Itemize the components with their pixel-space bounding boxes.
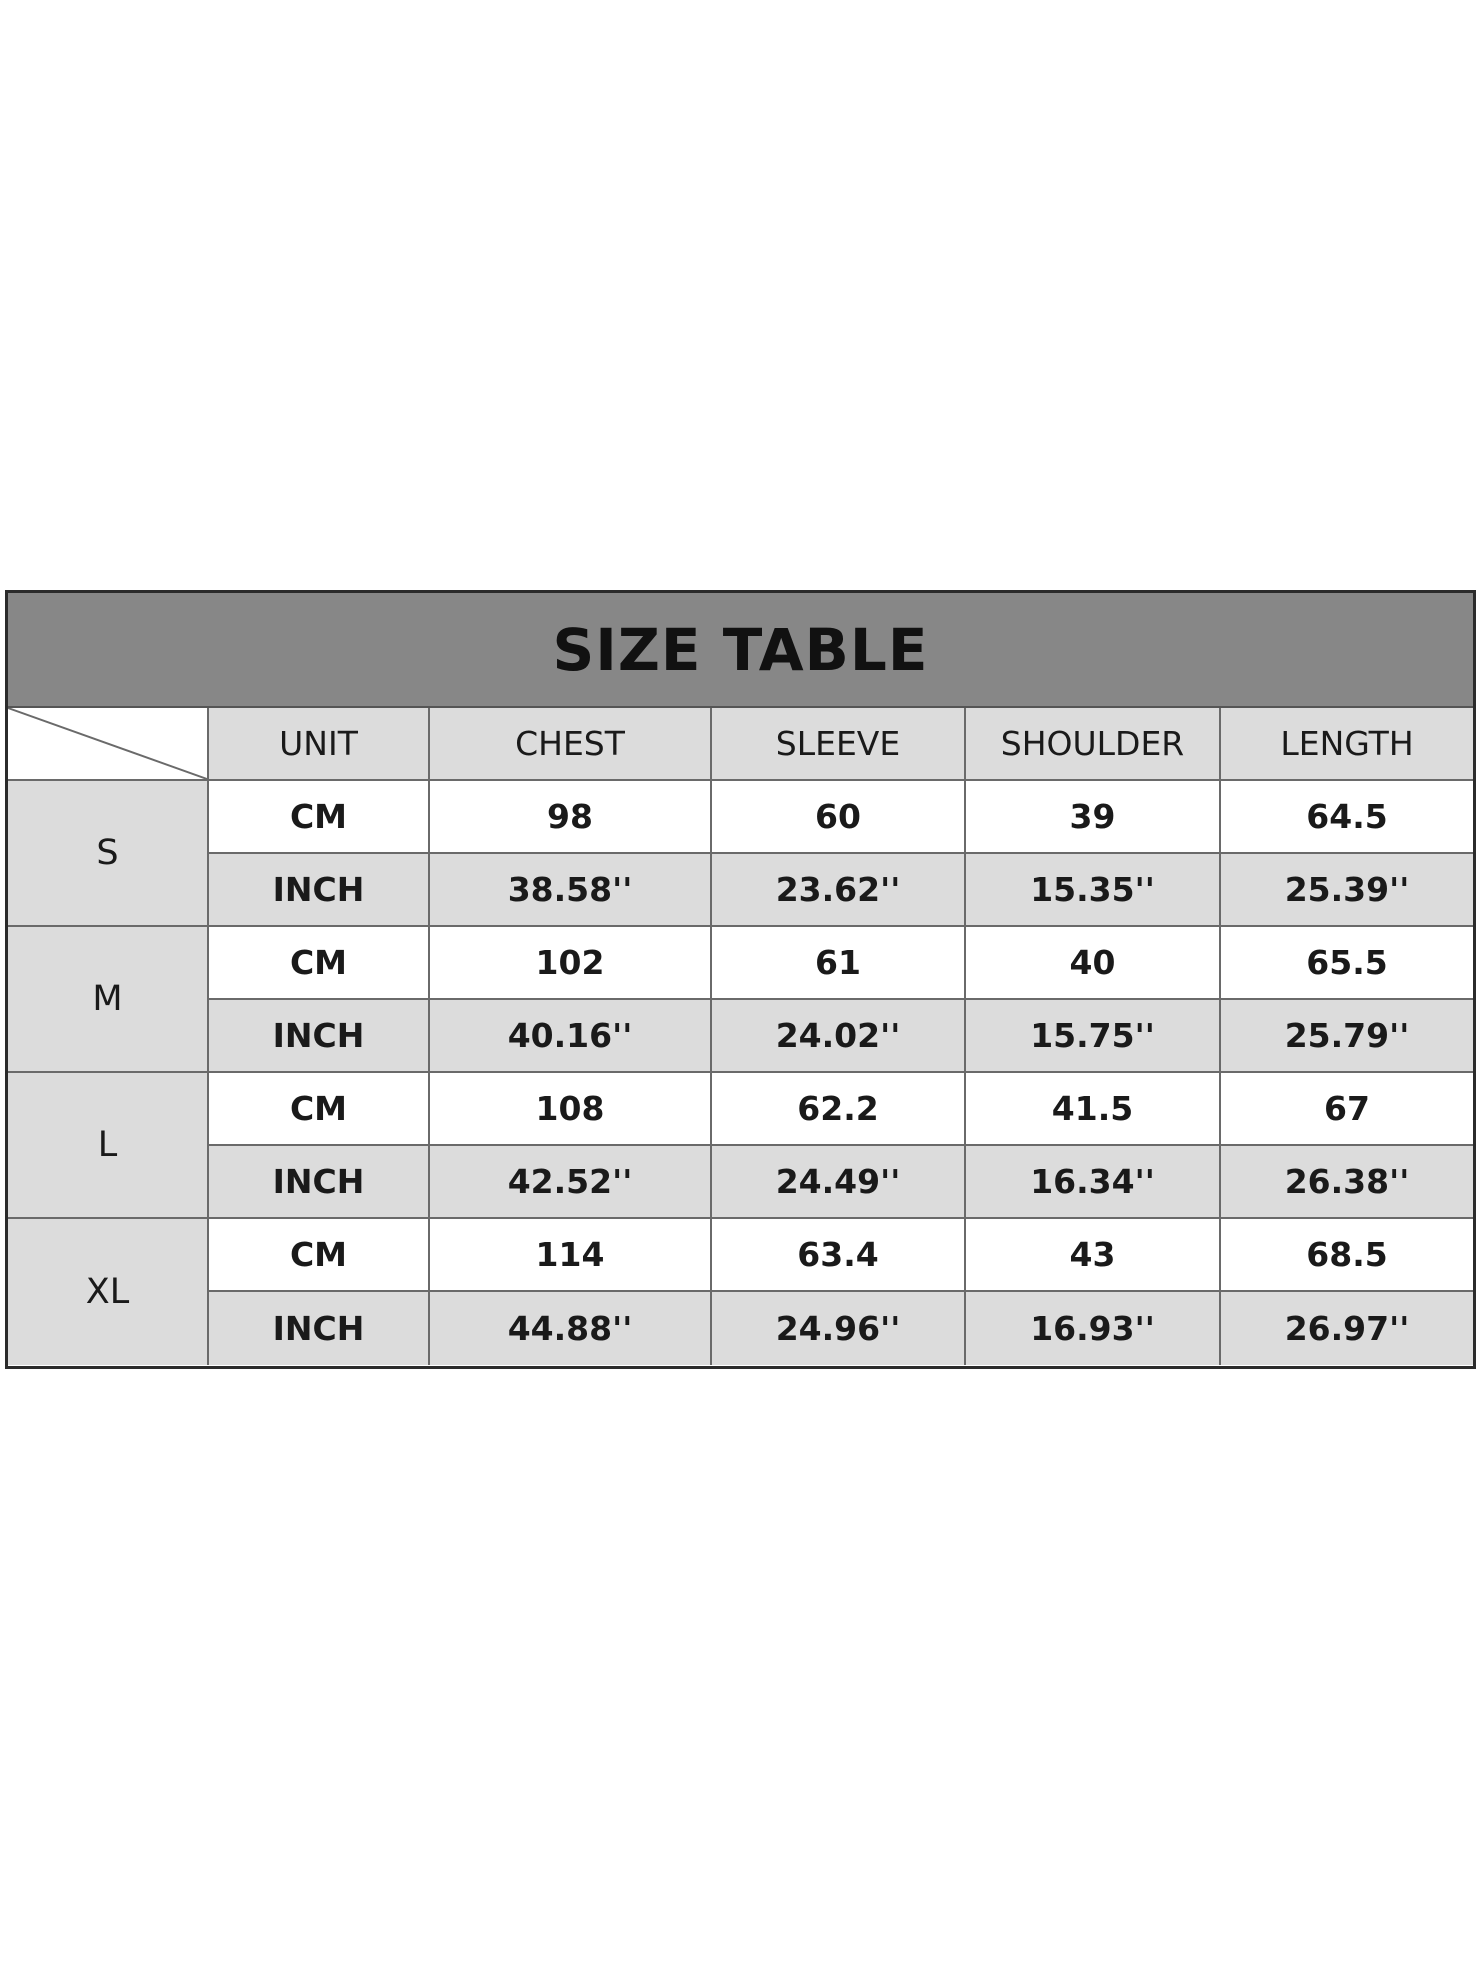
- sleeve-cell: 61: [712, 927, 966, 1000]
- length-cell: 67: [1221, 1073, 1473, 1146]
- header-length: LENGTH: [1221, 708, 1473, 781]
- sleeve-cell: 24.49'': [712, 1146, 966, 1219]
- length-cell: 68.5: [1221, 1219, 1473, 1292]
- shoulder-cell: 40: [966, 927, 1221, 1000]
- unit-cell: CM: [209, 1219, 430, 1292]
- shoulder-cell: 15.75'': [966, 1000, 1221, 1073]
- sleeve-cell: 23.62'': [712, 854, 966, 927]
- header-sleeve: SLEEVE: [712, 708, 966, 781]
- sleeve-cell: 24.02'': [712, 1000, 966, 1073]
- shoulder-cell: 41.5: [966, 1073, 1221, 1146]
- length-cell: 26.38'': [1221, 1146, 1473, 1219]
- unit-cell: CM: [209, 1073, 430, 1146]
- unit-cell: INCH: [209, 854, 430, 927]
- chest-cell: 102: [430, 927, 712, 1000]
- unit-cell: INCH: [209, 1146, 430, 1219]
- length-cell: 25.39'': [1221, 854, 1473, 927]
- length-cell: 25.79'': [1221, 1000, 1473, 1073]
- corner-diagonal-cell: [8, 708, 209, 781]
- shoulder-cell: 43: [966, 1219, 1221, 1292]
- length-cell: 26.97'': [1221, 1292, 1473, 1365]
- sleeve-cell: 62.2: [712, 1073, 966, 1146]
- chest-cell: 114: [430, 1219, 712, 1292]
- size-table: [5, 590, 1476, 1369]
- size-label-m: M: [8, 927, 209, 1073]
- chest-cell: 38.58'': [430, 854, 712, 927]
- diagonal-line-icon: [8, 708, 207, 779]
- sleeve-cell: 24.96'': [712, 1292, 966, 1365]
- unit-cell: CM: [209, 781, 430, 854]
- sleeve-cell: 63.4: [712, 1219, 966, 1292]
- chest-cell: 42.52'': [430, 1146, 712, 1219]
- unit-cell: INCH: [209, 1292, 430, 1365]
- shoulder-cell: 39: [966, 781, 1221, 854]
- length-cell: 65.5: [1221, 927, 1473, 1000]
- header-shoulder: SHOULDER: [966, 708, 1221, 781]
- table-title: SIZE TABLE: [8, 593, 1473, 708]
- header-chest: CHEST: [430, 708, 712, 781]
- chest-cell: 40.16'': [430, 1000, 712, 1073]
- unit-cell: CM: [209, 927, 430, 1000]
- size-label-s: S: [8, 781, 209, 927]
- shoulder-cell: 16.93'': [966, 1292, 1221, 1365]
- shoulder-cell: 15.35'': [966, 854, 1221, 927]
- sleeve-cell: 60: [712, 781, 966, 854]
- length-cell: 64.5: [1221, 781, 1473, 854]
- chest-cell: 44.88'': [430, 1292, 712, 1365]
- size-label-xl: XL: [8, 1219, 209, 1365]
- chest-cell: 108: [430, 1073, 712, 1146]
- shoulder-cell: 16.34'': [966, 1146, 1221, 1219]
- header-unit: UNIT: [209, 708, 430, 781]
- chest-cell: 98: [430, 781, 712, 854]
- unit-cell: INCH: [209, 1000, 430, 1073]
- size-label-l: L: [8, 1073, 209, 1219]
